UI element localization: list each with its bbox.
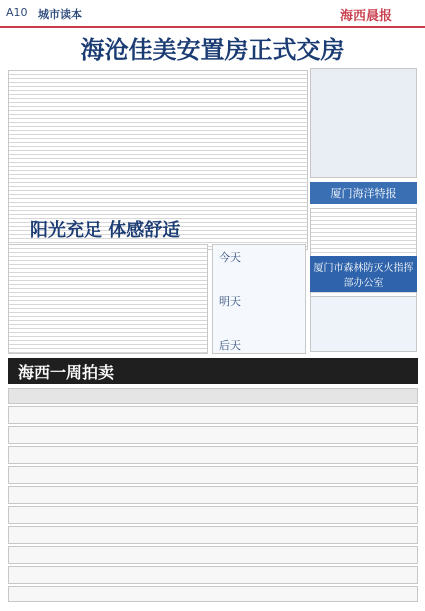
right-column-image (310, 68, 417, 178)
weather-article-text (8, 244, 208, 354)
forecast-tomorrow: 明天 (219, 295, 241, 308)
section-name: 城市读本 (38, 8, 82, 21)
table-row (8, 586, 418, 602)
main-headline-wrap (0, 32, 425, 62)
ad-banner-title: 厦门市森林防灭火指挥部办公室 (313, 263, 414, 289)
side-banner (310, 182, 417, 204)
auction-banner-title: 海西一周拍卖 (18, 362, 115, 382)
weather-headline: 阳光充足 体感舒适 (30, 220, 181, 241)
ad-banner-body (310, 296, 417, 352)
side-banner-title: 厦门海洋特报 (330, 187, 397, 200)
weather-forecast-panel (212, 244, 306, 354)
section-code: A10 (6, 6, 28, 19)
table-row (8, 546, 418, 564)
table-row (8, 506, 418, 524)
table-row (8, 426, 418, 444)
table-row (8, 466, 418, 484)
auction-banner (8, 358, 418, 384)
header-bar (0, 0, 425, 28)
masthead: 海西晨报 (340, 9, 393, 24)
forecast-today: 今天 (219, 251, 241, 264)
forecast-day-after: 后天 (219, 339, 241, 352)
table-row (8, 406, 418, 424)
main-headline: 海沧佳美安置房正式交房 (80, 35, 345, 64)
table-row (8, 486, 418, 504)
table-header-row (8, 388, 418, 404)
ad-banner (310, 256, 417, 292)
table-row (8, 526, 418, 544)
auction-table (8, 388, 418, 602)
table-row (8, 566, 418, 584)
table-row (8, 446, 418, 464)
